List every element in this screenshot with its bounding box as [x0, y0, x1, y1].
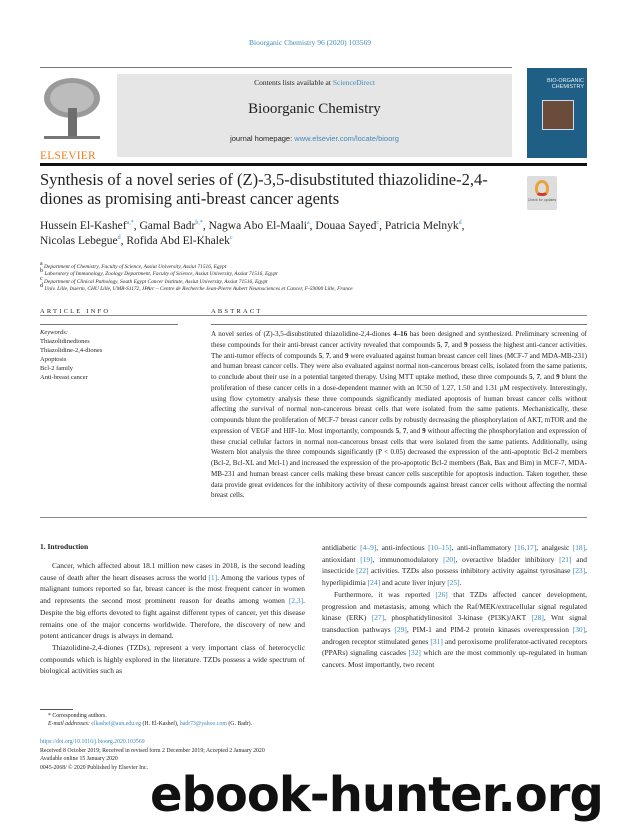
compound-number: 9 [463, 340, 468, 349]
author-name: Nagwa Abo El-Maali [208, 220, 307, 232]
affiliation [40, 275, 587, 286]
text-run: , [532, 373, 537, 381]
compound-number: 5 [395, 426, 400, 435]
author-list: Hussein El-Kashef$^{a,*}$, Gamal Badr$^{b,*}$, Nagwa Abo El-Maali$^a$, Douaa Sayed$^c$, Patricia Melnyk$^d$, Nicolas Lebegue$^d$, Rofida Abd El-Khalek$^c$ [40, 220, 465, 247]
elsevier-logo [40, 74, 104, 160]
online-date: Available online 15 January 2020 [40, 756, 118, 763]
author-affiliation-marker[interactable]: d [117, 234, 121, 241]
doi-link[interactable]: https://doi.org/10.1016/j.bioorg.2020.103569 [40, 739, 145, 745]
keywords-label: Keywords: [40, 329, 68, 336]
author-affiliation-marker[interactable]: b,* [195, 220, 203, 227]
keyword: Bcl-2 family [40, 365, 74, 372]
affiliation [40, 283, 587, 293]
watermark: ebook-hunter.org [150, 767, 603, 823]
reference-link[interactable]: [25] [447, 578, 460, 588]
compound-number: 5 [529, 373, 533, 381]
affiliation-marker: c [40, 275, 43, 282]
journal-banner [117, 74, 512, 157]
text-run: , overactive bladder inhibitory [455, 554, 560, 564]
author-affiliation-marker[interactable]: a,* [126, 220, 134, 227]
compound-number: 7 [444, 340, 448, 349]
check-updates-label: Check for updates [527, 198, 557, 202]
text-run: , anti-infectious [376, 543, 429, 552]
text-run: activities. TZDs also possess inhibitory activity against tyrosinase [368, 566, 573, 576]
reference-link[interactable]: [21] [559, 554, 572, 564]
text-run: , antioxidant [322, 543, 587, 564]
sciencedirect-link[interactable]: ScienceDirect [332, 78, 375, 87]
reference-link[interactable]: [31] [430, 636, 443, 646]
keyword: Apoptosis [40, 356, 67, 363]
reference-link[interactable]: [30] [572, 624, 586, 634]
homepage-label: journal homepage: [230, 134, 295, 143]
text-run: , [399, 426, 403, 435]
text-run: , [322, 351, 326, 360]
divider [211, 324, 587, 325]
compound-number: 5 [436, 340, 441, 349]
author-name: Rofida Abd El-Khalek [126, 234, 230, 247]
reference-link[interactable]: [24] [367, 578, 381, 588]
corresponding-note: * Corresponding authors. [48, 713, 107, 719]
email-owner: (H. El-Kashef), [141, 721, 180, 728]
reference-link[interactable]: [19] [360, 554, 373, 564]
divider [40, 67, 512, 68]
reference-link[interactable]: [28] [531, 613, 544, 623]
compound-number: 7 [536, 373, 540, 381]
text-run: antidiabetic [322, 543, 361, 552]
journal-reference-link[interactable] [0, 38, 620, 47]
reference-link[interactable]: [16,17] [514, 543, 537, 552]
abstract-heading: ABSTRACT [211, 308, 263, 315]
compound-number: 9 [344, 351, 349, 360]
elsevier-wordmark: ELSEVIER [40, 150, 96, 162]
text-run: , anti-inflammatory [451, 543, 515, 552]
elsevier-tree-icon [40, 74, 104, 144]
text-run: which are the most commonly up-regulated in human cancers. Most importantly, two recent [322, 648, 587, 670]
text-run: , phosphatidylinositol 3-kinase (PI3K)/AKT [384, 613, 532, 623]
footnote [40, 712, 252, 729]
text-run: , [440, 340, 445, 349]
email-owner: (G. Badr). [226, 721, 252, 728]
journal-ref-text[interactable]: Bioorganic Chemistry 96 (2020) 103569 [249, 38, 371, 47]
text-run: , and [540, 373, 557, 381]
reference-link[interactable]: [27] [371, 613, 385, 623]
compound-number: 9 [556, 373, 560, 381]
author-name: Patricia Melnyk [384, 220, 459, 232]
text-run: and insecticide [322, 554, 587, 576]
author-affiliation-marker[interactable]: d [458, 220, 462, 227]
text-run: blunt the proliferation of these cancer cells in a dose-dependent manner with an IC50 of 1.27, 1.50 and 1.31 μM respectively. Interestingly, using flow cytometry analysis these three compounds significantly mediated apoptosis of human breast cancer cells without affecting the survival of normal non-cancerous breast cells that were isolated from the same patients. Mechanistically, these compounds blunt the proliferation of MCF-7 breast cancer cells by robustly decreasing the phosphorylation of AKT, mTOR and the expression of VEGF and HIF-1α. Most importantly, compounds [211, 373, 587, 435]
reference-link[interactable]: [18] [572, 543, 586, 552]
text-run: , androgen receptor stimulated genes [322, 624, 587, 646]
affiliation-text: Laboratory of Immunology, Zoology Department, Faculty of Science, Assiut University, Assiut 71516, Egypt [44, 271, 278, 278]
journal-name: Bioorganic Chemistry [248, 101, 381, 117]
text-run: and acute liver injury [380, 578, 448, 588]
text-run: possess the highest anti-cancer activities. The anti-tumor effects of compounds [211, 340, 588, 360]
keywords [40, 328, 102, 382]
email-label: E-mail addresses: [48, 721, 92, 728]
compound-number: 7 [325, 351, 330, 360]
reference-link[interactable]: [4–9] [360, 543, 377, 552]
affiliation-marker: a [40, 261, 43, 268]
article-title: Synthesis of a novel series of (Z)-3,5-disubstituted thiazolidine-2,4-diones as promising anti-breast cancer agents [40, 170, 488, 208]
author-affiliation-marker[interactable]: a [307, 220, 310, 227]
text-run: were evaluated against human breast cancer cell lines (MCF-7 and MDA-MB-231) and human breast cancer cells. They were also evaluated against normal non-cancerous breast cells, isolated from the same patients, to conclude about their use in a potential targeted therapy. Using MTT uptake method, these three compounds [211, 351, 588, 381]
text-run: , PIM-1 and PIM-2 protein kinases overexpression [406, 624, 573, 634]
copyright: 0045-2068/ © 2020 Published by Elsevier Inc. [40, 764, 148, 771]
text-run: that TZDs affected cancer development, progression and metastasis, among which the Raf/MEK/extracellular signal regulated kinase (ERK) [322, 589, 587, 623]
keyword: Thiazolidine-2,4-diones [40, 347, 103, 354]
reference-link[interactable]: [1] [208, 572, 218, 582]
text-run: , and [329, 351, 345, 360]
text-run: , hyperlipidimia [322, 566, 587, 588]
body-column-left [40, 560, 305, 677]
reference-link[interactable]: [10–15] [428, 543, 452, 552]
reference-link[interactable]: [26] [435, 589, 448, 599]
keyword: Anti-breast cancer [40, 374, 88, 381]
affiliations [40, 261, 587, 293]
text-run: Furthermore, it was reported [334, 589, 436, 599]
divider [40, 517, 587, 518]
text-run: . [459, 578, 462, 588]
compound-number: 4–16 [393, 330, 408, 338]
author-name: Hussein El-Kashef [40, 220, 127, 232]
affiliation-text: Univ. Lille, Inserm, CHU Lille, UMR-S1172, JPArc – Centre de Recherche Jean-Pierre Aubert Neurosciences et Cancer, F-59000 Lille, France [44, 285, 353, 292]
author-name: Gamal Badr [139, 220, 196, 232]
affiliation-text: Department of Clinical Pathology, South Egypt Cancer Institute, Assiut University, Assiut 71516, Egypt [44, 278, 268, 285]
reference-link[interactable]: [23] [572, 566, 586, 576]
text-run: without affecting the phosphorylation and expression of these crucial cellular factors in normal non-cancerous breast cells that were isolated from the same patients. Additionally, using Western blot analysis the three compounds significantly (P < 0.05) decreased the expression of the anti-apoptotic Bcl-2 members (Bcl-2, Bcl-XL and Mcl-1) and increased the expression of the pro-apoptotic Bcl-2 members (Bak, Bax and Bim) in MCF-7, MDA-MB-231 and human breast cancer cells making these breast cancer cells susceptible for apoptosis induction. Taken together, these data provide great evidences for the inhibitory activity of these compounds against breast cancer cells without affecting the normal breast cells. [211, 426, 587, 500]
text-run: Thiazolidine-2,4-diones (TZDs), represent a very important class of heterocyclic compounds which is highly explored in the literature. TZDs possess a wide spectrum of biological activities such as [40, 642, 305, 676]
email-link[interactable]: badr73@yahoo.com [179, 721, 227, 728]
text-run: has been designed and synthesized. Preliminary screening of these compounds for their anti-breast cancer activity revealed that compounds [211, 330, 587, 349]
compound-number: 5 [318, 351, 323, 360]
text-run: , Wnt signal transduction pathways [322, 613, 587, 634]
compound-number: 7 [402, 426, 407, 435]
author-name: Douaa Sayed [315, 220, 377, 232]
cover-image [542, 100, 574, 130]
body-column-right [322, 542, 587, 671]
text-run: , analgesic [536, 543, 573, 552]
paragraph [322, 589, 587, 671]
journal-cover [527, 68, 587, 158]
article-info-heading: ARTICLE INFO [40, 308, 111, 315]
text-run: and peroxisome proliferator-activated receptors (PPARs) signaling cascades [322, 636, 587, 658]
text-run: , and [447, 340, 464, 349]
received-dates: Received 8 October 2019; Received in revised form 2 December 2019; Accepted 2 January 2020 [40, 747, 265, 754]
author-affiliation-marker[interactable]: c [229, 234, 233, 241]
email-link[interactable]: elkashef@aun.edu.eg [91, 721, 142, 728]
reference-link[interactable]: [2,3] [288, 596, 304, 606]
reference-link[interactable]: [32] [408, 648, 421, 658]
divider [40, 315, 587, 316]
affiliation [40, 268, 587, 278]
text-run: . Among the various types of malignant tumors reported so far, breast cancer is the most frequent cancer in women and represents the second most prominent reason for deaths among women [40, 572, 305, 606]
paragraph [322, 542, 587, 589]
paragraph [40, 642, 305, 677]
check-updates-icon [535, 180, 549, 196]
reference-link[interactable]: [29] [394, 624, 407, 634]
divider [40, 324, 178, 325]
reference-link[interactable]: [22] [356, 566, 369, 576]
text-run: . Despite the big efforts devoted to fight against different types of cancer, yet this disease remains one of the major concerns worldwide. Therefore, the discovery of new and potent anticancer drugs is always in demand. [40, 596, 305, 641]
footnote-divider [40, 709, 73, 710]
contents-label: Contents lists available at [254, 78, 333, 87]
divider [40, 163, 587, 166]
text-run: , immunomodulatory [372, 554, 444, 564]
affiliation-text: Department of Chemistry, Faculty of Science, Assiut University, Assiut 71516, Egypt [44, 264, 227, 270]
text-run: A novel series of (Z)-3,5-disubstituted thiazolidine-2,4-diones [211, 330, 394, 338]
compound-number: 9 [422, 426, 426, 435]
keyword: Thiazolidinediones [40, 338, 90, 345]
affiliation-marker: d [40, 283, 43, 290]
homepage-link[interactable]: www.elsevier.com/locate/bioorg [294, 134, 399, 143]
section-heading-introduction: 1. Introduction [40, 542, 89, 551]
abstract-text [211, 329, 587, 501]
reference-link[interactable]: [20] [443, 554, 456, 564]
author-affiliation-marker[interactable]: c [376, 220, 380, 227]
paragraph [40, 560, 305, 642]
check-for-updates-button[interactable] [527, 176, 557, 210]
author-name: Nicolas Lebegue [40, 234, 118, 247]
cover-title: BIO-ORGANIC CHEMISTRY [547, 78, 584, 90]
text-run: Cancer, which affected about 18.1 million new cases in 2018, is the second leading cause of death after the heart diseases across the world [40, 561, 305, 582]
affiliation-marker: b [40, 268, 43, 275]
text-run: , and [406, 426, 423, 435]
